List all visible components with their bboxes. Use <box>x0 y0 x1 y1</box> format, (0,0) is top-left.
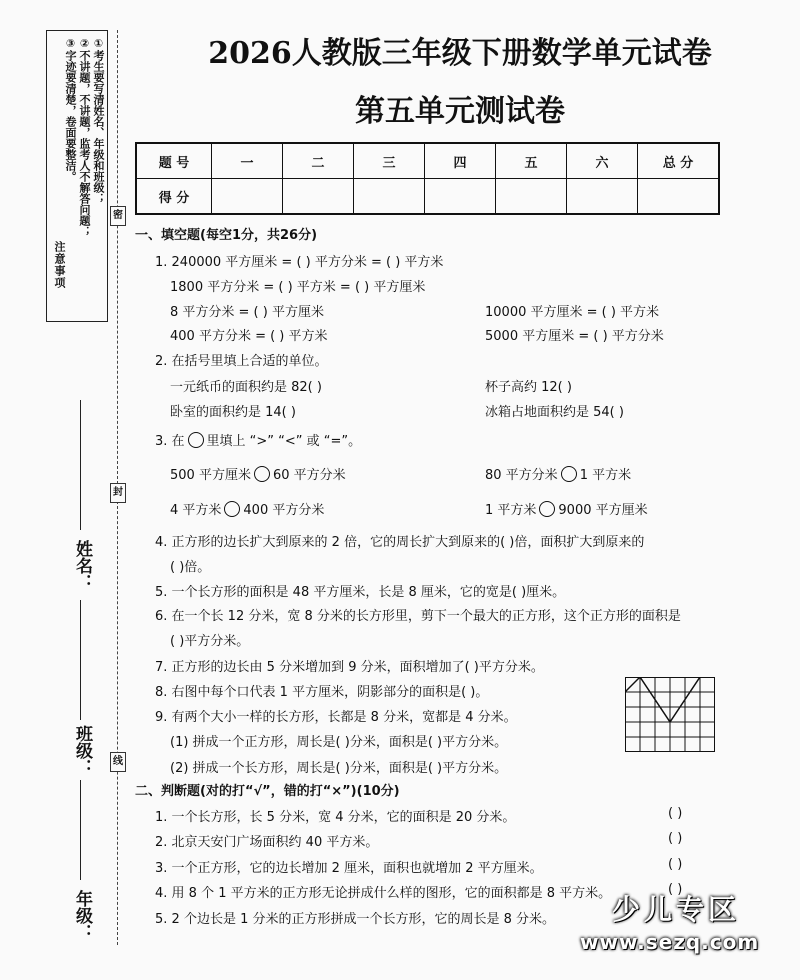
class-field[interactable] <box>80 600 81 720</box>
question-text: ( )平方分米。 <box>170 634 250 649</box>
compare-item <box>485 499 648 518</box>
question-text: 1. 240000 平方厘米 = ( ) 平方分米 = ( ) 平方米 <box>155 255 444 270</box>
section1-title: 一、填空题(每空1分，共26分) <box>135 228 318 243</box>
question-text: 卧室的面积约是 14( ) <box>170 405 296 420</box>
score-row <box>136 179 719 215</box>
question-text: 10000 平方厘米 = ( ) 平方米 <box>485 305 660 320</box>
score-header-cell: 四 <box>425 143 496 179</box>
question-text: 冰箱占地面积约是 54( ) <box>485 405 624 420</box>
seal-char-xian: 线 <box>110 752 126 772</box>
compare-item <box>170 499 324 518</box>
seal-char-mi: 密 <box>110 206 126 226</box>
score-cell[interactable] <box>425 179 496 215</box>
score-cell[interactable] <box>212 179 283 215</box>
score-header-cell: 一 <box>212 143 283 179</box>
compare-left: 1 平方米 <box>485 503 537 518</box>
score-cell[interactable] <box>283 179 354 215</box>
seal-char-feng: 封 <box>110 483 126 503</box>
score-header-cell: 二 <box>283 143 354 179</box>
score-row-label: 得 分 <box>136 179 212 215</box>
question-text: 8 平方分米 = ( ) 平方厘米 <box>170 305 324 320</box>
question-text: 2. 在括号里填上合适的单位。 <box>155 354 328 369</box>
score-header-cell: 题 号 <box>136 143 212 179</box>
notice-lines <box>63 37 105 313</box>
page-subtitle: 第五单元测试卷 <box>355 94 565 129</box>
compare-right: 400 平方分米 <box>243 503 325 518</box>
question-text <box>155 430 361 449</box>
question-text: 6. 在一个长 12 分米，宽 8 分米的长方形里，剪下一个最大的正方形，这个正方形的面积是 <box>155 609 681 624</box>
question-text: 5000 平方厘米 = ( ) 平方分米 <box>485 329 664 344</box>
score-header-cell: 六 <box>567 143 638 179</box>
score-header-row <box>136 143 719 179</box>
judge-item: 1. 一个长方形，长 5 分米，宽 4 分米，它的面积是 20 分米。 <box>155 810 516 825</box>
name-field[interactable] <box>80 400 81 530</box>
compare-item <box>170 464 346 483</box>
score-header-cell: 总 分 <box>638 143 720 179</box>
score-cell[interactable] <box>354 179 425 215</box>
compare-circle[interactable] <box>254 466 270 482</box>
watermark-logo: 少儿专区 <box>612 893 741 926</box>
score-cell[interactable] <box>638 179 720 215</box>
compare-item <box>485 464 631 483</box>
score-header-cell: 五 <box>496 143 567 179</box>
judge-bracket[interactable]: ( ) <box>668 806 683 821</box>
q3-prefix: 3. 在 <box>155 434 185 449</box>
judge-bracket[interactable]: ( ) <box>668 857 683 872</box>
circle-icon <box>188 432 204 448</box>
question-text: 杯子高约 12( ) <box>485 380 572 395</box>
judge-item: 5. 2 个边长是 1 分米的正方形拼成一个长方形，它的周长是 8 分米。 <box>155 912 556 927</box>
score-cell[interactable] <box>496 179 567 215</box>
compare-left: 80 平方分米 <box>485 468 558 483</box>
section2-title: 二、判断题(对的打“√”，错的打“×”)(10分) <box>135 784 400 799</box>
judge-bracket[interactable]: ( ) <box>668 882 683 897</box>
compare-right: 60 平方分米 <box>272 468 346 483</box>
compare-circle[interactable] <box>561 466 577 482</box>
judge-bracket[interactable]: ( ) <box>668 831 683 846</box>
class-label: 班级： <box>72 725 92 776</box>
compare-right: 9000 平方厘米 <box>558 503 648 518</box>
question-text: 7. 正方形的边长由 5 分米增加到 9 分米，面积增加了( )平方分米。 <box>155 660 544 675</box>
compare-circle[interactable] <box>224 501 240 517</box>
question-text: ( )倍。 <box>170 560 211 575</box>
question-text: 4. 正方形的边长扩大到原来的 2 倍，它的周长扩大到原来的( )倍，面积扩大到原来的 <box>155 535 645 550</box>
judge-item: 4. 用 8 个 1 平方米的正方形无论拼成什么样的图形，它的面积都是 8 平方米。 <box>155 886 612 901</box>
score-table <box>135 142 720 215</box>
question-text: 5. 一个长方形的面积是 48 平方厘米，长是 8 厘米，它的宽是( )厘米。 <box>155 585 566 600</box>
judge-item: 2. 北京天安门广场面积约 40 平方米。 <box>155 835 379 850</box>
q3-suffix: 里填上 “>” “<” 或 “=”。 <box>206 434 362 449</box>
grade-label: 年级： <box>72 890 92 941</box>
question-text: 一元纸币的面积约是 82( ) <box>170 380 322 395</box>
watermark-url: www.sezq.com <box>580 930 760 954</box>
page-title: 2026人教版三年级下册数学单元试卷 <box>208 36 712 71</box>
notice-line: ②不讲题，不讲题，监考人不解答问题； <box>78 37 91 237</box>
compare-left: 500 平方厘米 <box>170 468 251 483</box>
question-text: (1) 拼成一个正方形，周长是( )分米，面积是( )平方分米。 <box>170 735 508 750</box>
score-header-cell: 三 <box>354 143 425 179</box>
question-text: 8. 右图中每个口代表 1 平方厘米，阴影部分的面积是( )。 <box>155 685 489 700</box>
question-text: 1800 平方分米 = ( ) 平方米 = ( ) 平方厘米 <box>170 280 426 295</box>
name-label: 姓名： <box>72 540 92 591</box>
question-text: (2) 拼成一个长方形，周长是( )分米，面积是( )平方分米。 <box>170 761 508 776</box>
grade-field[interactable] <box>80 780 81 880</box>
question-text: 9. 有两个大小一样的长方形，长都是 8 分米，宽都是 4 分米。 <box>155 710 517 725</box>
notice-line: ①考生要写清姓名、年级和班级； <box>92 37 105 204</box>
compare-circle[interactable] <box>539 501 555 517</box>
question-text: 400 平方分米 = ( ) 平方米 <box>170 329 328 344</box>
compare-right: 1 平方米 <box>579 468 632 483</box>
notice-title: 注意事项 <box>53 241 66 289</box>
score-cell[interactable] <box>567 179 638 215</box>
notice-line: ③字迹要清楚，卷面要整洁。 <box>64 37 77 182</box>
area-grid-figure <box>625 677 715 752</box>
compare-left: 4 平方米 <box>170 503 222 518</box>
notice-box <box>46 30 108 322</box>
judge-item: 3. 一个正方形，它的边长增加 2 厘米，面积也就增加 2 平方厘米。 <box>155 861 543 876</box>
